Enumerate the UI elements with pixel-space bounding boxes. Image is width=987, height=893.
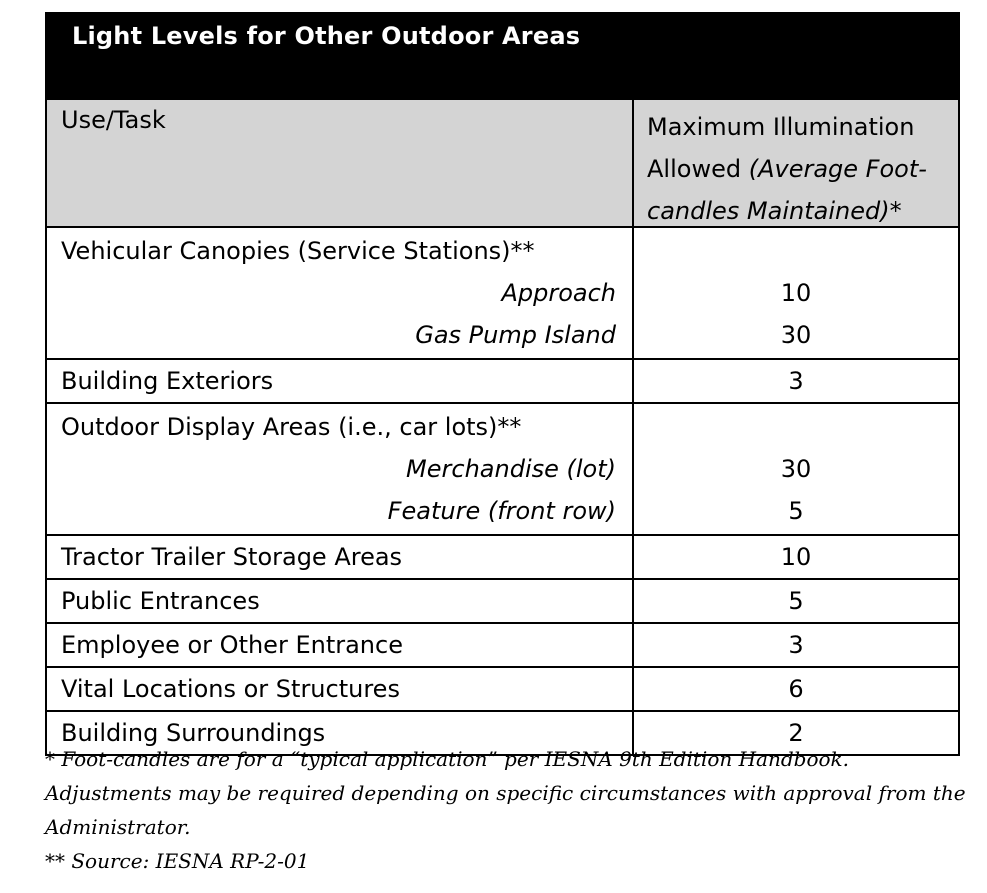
footnote-line: Administrator. [45,815,191,839]
header-max-illum-line2 [647,148,958,190]
footnote-line: Adjustments may be required depending on specific circumstances with approval from the [45,781,966,805]
table-row [47,358,958,402]
row-value: 5 [788,497,804,525]
row-value: 30 [780,455,812,483]
row-label: Vital Locations or Structures [61,675,400,703]
row-label: Building Surroundings [61,719,326,747]
table-row [47,622,958,666]
footnote-line: * Foot-candles are for a “typical application” per IESNA 9th Edition Handbook. [45,747,850,771]
row-value: 2 [788,719,804,747]
row-sub-label: Approach [501,279,616,307]
table-row [47,578,958,622]
table-grid [45,100,960,756]
row-label: Vehicular Canopies (Service Stations)** [61,237,535,265]
row-sub-label: Gas Pump Island [415,321,616,349]
row-label: Building Exteriors [61,367,274,395]
table-title: Light Levels for Other Outdoor Areas [45,12,960,100]
row-value: 3 [788,631,804,659]
row-value [634,406,958,448]
header-max-illum-line1: Maximum Illumination [647,113,915,141]
row-value: 10 [780,543,812,571]
row-label: Public Entrances [61,587,260,615]
header-max-illum-italic-1: (Average Foot- [748,155,927,183]
row-value: 3 [788,367,804,395]
header-max-illum-line3: candles Maintained)* [647,197,902,225]
row-label: Outdoor Display Areas (i.e., car lots)** [61,413,522,441]
footnote-line: ** Source: IESNA RP-2-01 [45,849,310,873]
table-row [47,666,958,710]
light-levels-table [45,12,960,756]
row-value: 6 [788,675,804,703]
header-max-illumination [634,100,958,226]
row-label: Tractor Trailer Storage Areas [61,543,403,571]
table-row [47,534,958,578]
row-value: 10 [780,279,812,307]
header-use-task: Use/Task [47,100,634,226]
row-value: 5 [788,587,804,615]
header-max-illum-allowed: Allowed [647,155,742,183]
row-value [634,230,958,272]
row-sub-label: Merchandise (lot) [406,455,616,483]
row-label: Employee or Other Entrance [61,631,403,659]
table-row-group [47,402,958,534]
row-sub-label: Feature (front row) [387,497,616,525]
table-row-group [47,226,958,358]
table-header-row [47,100,958,226]
footnote-block [45,742,975,878]
row-value: 30 [780,321,812,349]
